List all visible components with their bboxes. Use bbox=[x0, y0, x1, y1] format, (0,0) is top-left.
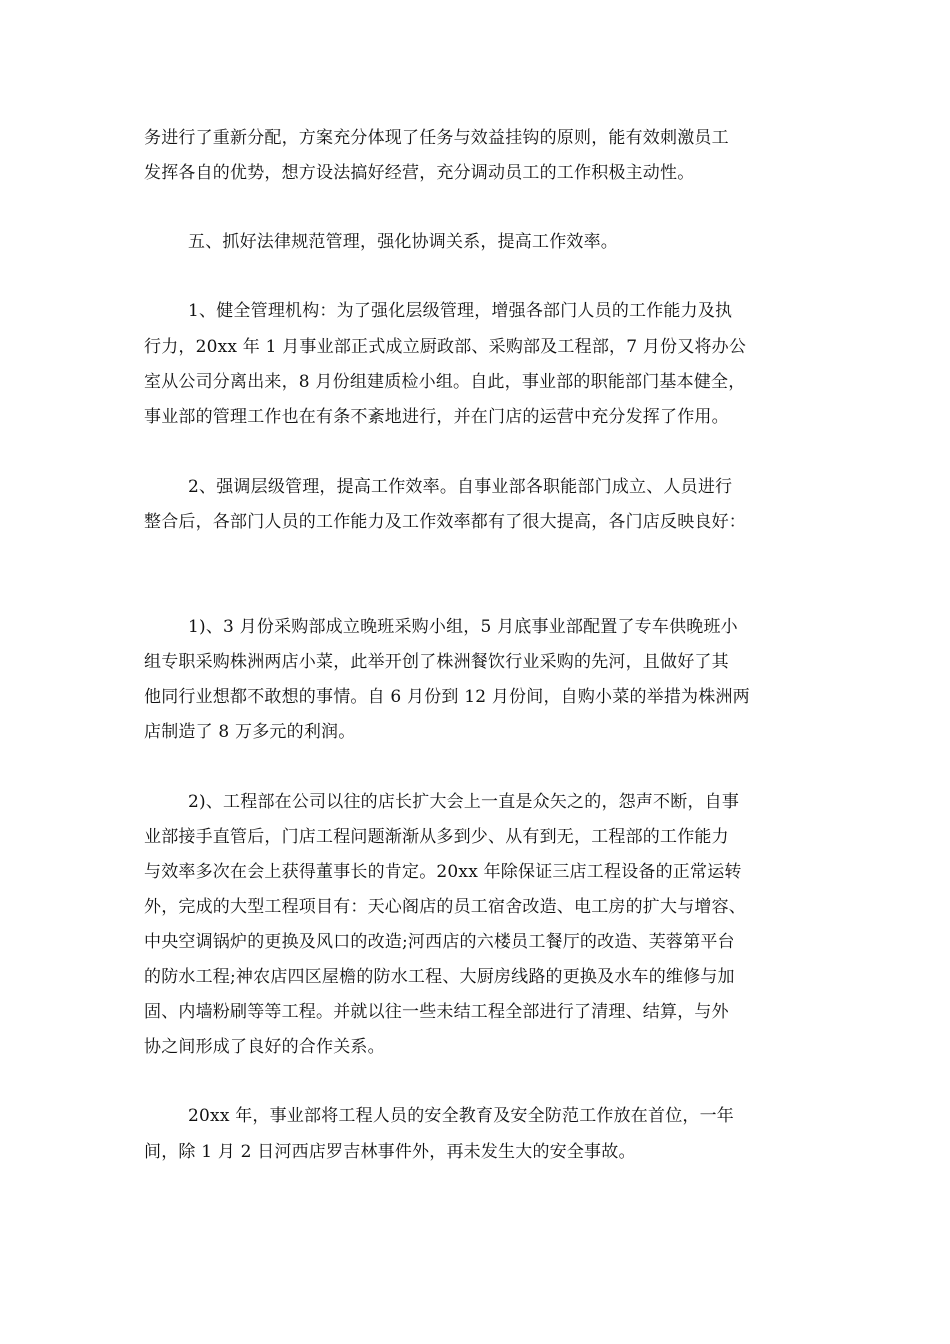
text-line-12: 他同行业想都不敢想的事情。自 6 月份到 12 月份间，自购小菜的举措为株洲两 bbox=[144, 687, 750, 707]
text-line-18: 中央空调锅炉的更换及风口的改造;河西店的六楼员工餐厅的改造、芙蓉第平台 bbox=[144, 932, 735, 952]
text-line-21: 协之间形成了良好的合作关系。 bbox=[144, 1037, 385, 1057]
text-line-10: 1)、3 月份采购部成立晚班采购小组，5 月底事业部配置了专车供晚班小 bbox=[188, 617, 738, 637]
text-line-20: 固、内墙粉刷等等工程。并就以往一些未结工程全部进行了清理、结算，与外 bbox=[144, 1002, 729, 1022]
text-line-23: 间，除 1 月 2 日河西店罗吉林事件外，再未发生大的安全事故。 bbox=[144, 1142, 636, 1162]
text-line-06: 室从公司分离出来，8 月份组建质检小组。自此，事业部的职能部门基本健全， bbox=[144, 372, 746, 392]
text-line-11: 组专职采购株洲两店小菜，此举开创了株洲餐饮行业采购的先河，且做好了其 bbox=[144, 652, 729, 672]
text-line-19: 的防水工程;神农店四区屋檐的防水工程、大厨房线路的更换及水车的维修与加 bbox=[144, 967, 735, 987]
text-line-02: 发挥各自的优势，想方设法搞好经营，充分调动员工的工作积极主动性。 bbox=[144, 163, 695, 183]
section-heading: 五、抓好法律规范管理，强化协调关系，提高工作效率。 bbox=[188, 232, 618, 252]
text-line-04: 1、健全管理机构：为了强化层级管理，增强各部门人员的工作能力及执 bbox=[188, 301, 733, 321]
text-line-01: 务进行了重新分配，方案充分体现了任务与效益挂钩的原则，能有效刺激员工 bbox=[144, 128, 729, 148]
text-line-09: 整合后，各部门人员的工作能力及工作效率都有了很大提高，各门店反映良好： bbox=[144, 512, 746, 532]
text-line-14: 2)、工程部在公司以往的店长扩大会上一直是众矢之的，怨声不断，自事 bbox=[188, 792, 740, 812]
text-line-05: 行力，20xx 年 1 月事业部正式成立厨政部、采购部及工程部，7 月份又将办公 bbox=[144, 337, 747, 357]
text-line-07: 事业部的管理工作也在有条不紊地进行，并在门店的运营中充分发挥了作用。 bbox=[144, 407, 729, 427]
text-line-22: 20xx 年，事业部将工程人员的安全教育及安全防范工作放在首位，一年 bbox=[188, 1106, 735, 1126]
text-line-16: 与效率多次在会上获得董事长的肯定。20xx 年除保证三店工程设备的正常运转 bbox=[144, 862, 742, 882]
text-line-13: 店制造了 8 万多元的利润。 bbox=[144, 722, 356, 742]
text-line-15: 业部接手直管后，门店工程问题渐渐从多到少、从有到无，工程部的工作能力 bbox=[144, 827, 729, 847]
text-line-08: 2、强调层级管理，提高工作效率。自事业部各职能部门成立、人员进行 bbox=[188, 477, 733, 497]
text-line-17: 外，完成的大型工程项目有：天心阁店的员工宿舍改造、电工房的扩大与增容、 bbox=[144, 897, 746, 917]
